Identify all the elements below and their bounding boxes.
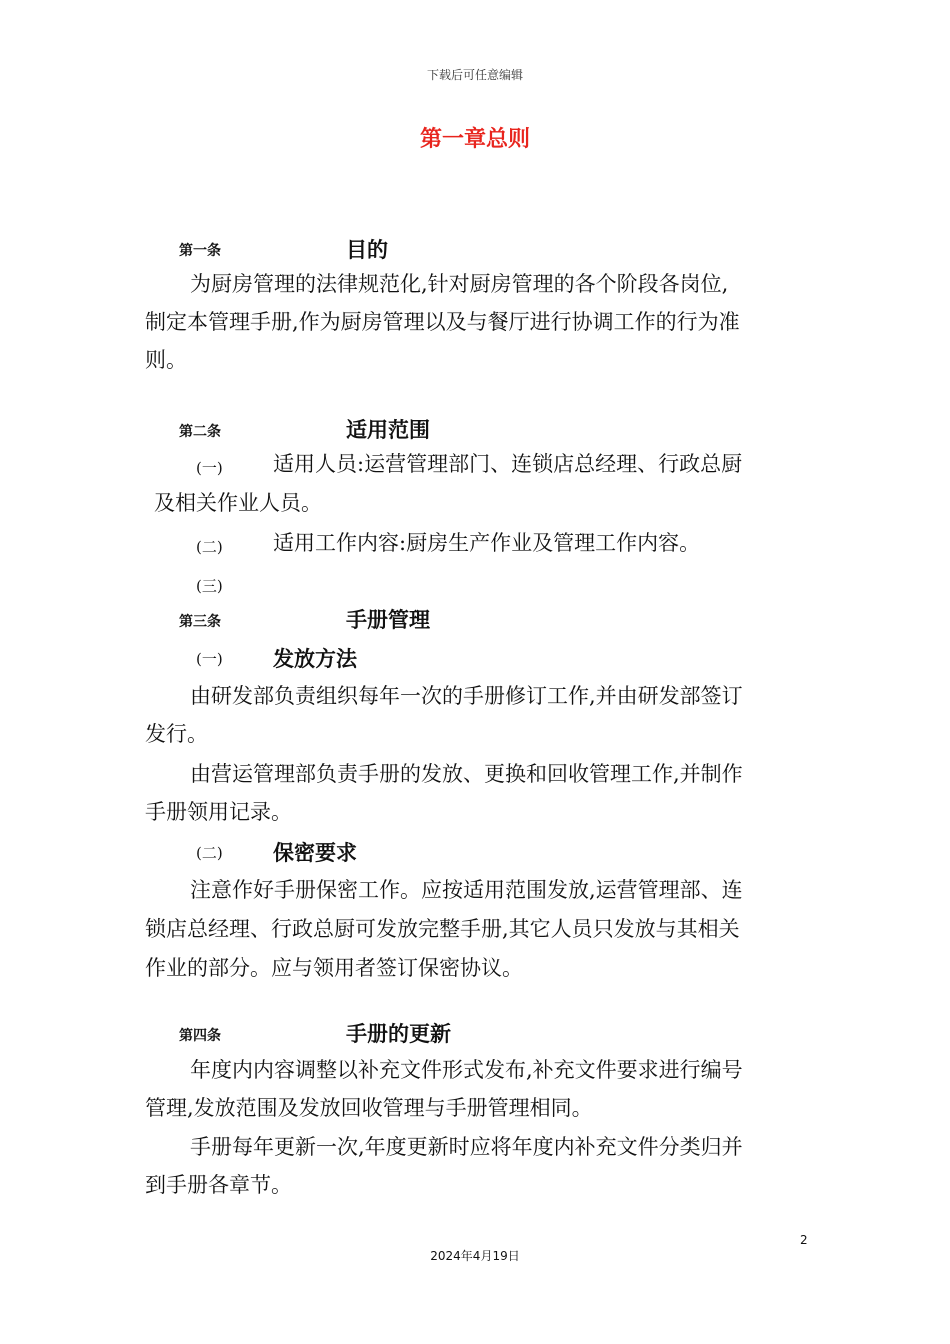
article-3-sub-1-para-2-line-1: 由营运管理部负责手册的发放、更换和回收管理工作,并制作 xyxy=(190,762,743,786)
article-4-label: 第四条 xyxy=(179,1028,221,1044)
page-number: 2 xyxy=(800,1233,808,1247)
article-2-item-1-number: (一) xyxy=(196,459,223,477)
article-3-sub-1-para-1-line-2: 发行。 xyxy=(145,722,208,746)
article-3-sub-2-line-1: 注意作好手册保密工作。应按适用范围发放,运营管理部、连 xyxy=(190,878,743,902)
article-3-sub-1-para-1-line-1: 由研发部负责组织每年一次的手册修订工作,并由研发部签订 xyxy=(190,684,743,708)
article-3-label: 第三条 xyxy=(179,614,221,630)
footer-date: 2024年4月19日 xyxy=(430,1249,520,1263)
article-1-line-1: 为厨房管理的法律规范化,针对厨房管理的各个阶段各岗位, xyxy=(190,272,729,296)
article-3-sub-1-para-2-line-2: 手册领用记录。 xyxy=(145,800,292,824)
article-4-para-1-line-1: 年度内内容调整以补充文件形式发布,补充文件要求进行编号 xyxy=(190,1058,743,1082)
article-3-sub-1-title: 发放方法 xyxy=(273,647,357,671)
article-4-title: 手册的更新 xyxy=(346,1022,451,1046)
article-1-line-2: 制定本管理手册,作为厨房管理以及与餐厅进行协调工作的行为准 xyxy=(145,310,740,334)
header-note: 下载后可任意编辑 xyxy=(426,68,523,82)
chapter-title: 第一章总则 xyxy=(419,127,530,152)
article-1-label: 第一条 xyxy=(179,243,221,259)
article-4-para-2-line-2: 到手册各章节。 xyxy=(145,1173,292,1197)
article-2-title: 适用范围 xyxy=(346,418,430,442)
article-3-title: 手册管理 xyxy=(346,608,430,632)
article-3-sub-2-title: 保密要求 xyxy=(273,841,357,865)
article-4-para-2-line-1: 手册每年更新一次,年度更新时应将年度内补充文件分类归并 xyxy=(190,1135,743,1159)
article-3-sub-2-number: (二) xyxy=(196,844,223,862)
article-2-item-1-line-2: 及相关作业人员。 xyxy=(154,491,322,515)
article-2-item-2-number: (二) xyxy=(196,538,223,556)
article-2-item-2-text: 适用工作内容:厨房生产作业及管理工作内容。 xyxy=(273,531,701,555)
article-2-item-3-number: (三) xyxy=(196,577,223,595)
article-2-label: 第二条 xyxy=(179,424,221,440)
article-4-para-1-line-2: 管理,发放范围及发放回收管理与手册管理相同。 xyxy=(145,1096,593,1120)
article-3-sub-1-number: (一) xyxy=(196,650,223,668)
article-3-sub-2-line-3: 作业的部分。应与领用者签订保密协议。 xyxy=(145,956,523,980)
article-1-title: 目的 xyxy=(346,238,388,262)
article-1-line-3: 则。 xyxy=(145,348,187,372)
article-2-item-1-line-1: 适用人员:运营管理部门、连锁店总经理、行政总厨 xyxy=(273,452,743,476)
article-3-sub-2-line-2: 锁店总经理、行政总厨可发放完整手册,其它人员只发放与其相关 xyxy=(145,917,740,941)
